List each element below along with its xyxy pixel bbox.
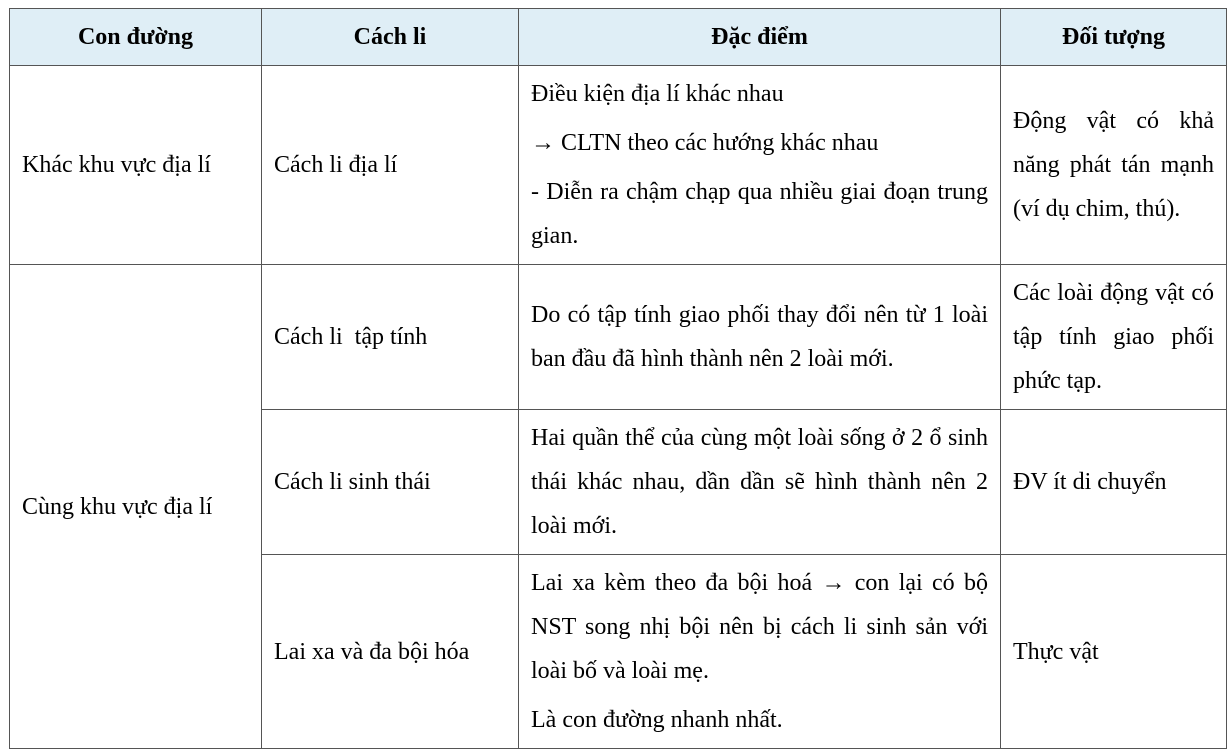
dac-diem-line: Lai xa kèm theo đa bội hoá → con lại có bộ NST song nhị bội nên bị cách li sinh sản với loài bố và loài mẹ. (531, 570, 988, 684)
dac-diem-cell (519, 66, 1001, 265)
dac-diem-cell (519, 555, 1001, 749)
speciation-table (9, 8, 1227, 749)
dac-diem-line: - Diễn ra chậm chạp qua nhiều giai đoạn trung gian. (531, 179, 988, 249)
table-row (10, 66, 1227, 265)
dac-diem-line: Hai quần thể của cùng một loài sống ở 2 ổ sinh thái khác nhau, dần dần sẽ hình thành nên 2 loài mới. (531, 425, 988, 539)
doi-tuong-cell: ĐV ít di chuyển (1001, 410, 1227, 555)
dac-diem-cell (519, 265, 1001, 410)
con-duong-cell: Khác khu vực địa lí (10, 66, 262, 265)
con-duong-cell: Cùng khu vực địa lí (10, 265, 262, 749)
header-row (10, 9, 1227, 66)
cach-li-cell: Cách li tập tính (262, 265, 519, 410)
cach-li-cell: Cách li sinh thái (262, 410, 519, 555)
dac-diem-cell (519, 410, 1001, 555)
cach-li-cell: Lai xa và đa bội hóa (262, 555, 519, 749)
cach-li-cell: Cách li địa lí (262, 66, 519, 265)
header-dac-diem: Đặc điểm (519, 9, 1001, 66)
dac-diem-line: Do có tập tính giao phối thay đổi nên từ 1 loài ban đầu đã hình thành nên 2 loài mới. (531, 302, 988, 372)
header-doi-tuong: Đối tượng (1001, 9, 1227, 66)
table-row (10, 265, 1227, 410)
doi-tuong-cell: Thực vật (1001, 555, 1227, 749)
dac-diem-line: Là con đường nhanh nhất. (531, 707, 783, 733)
dac-diem-line: Điều kiện địa lí khác nhau (531, 81, 784, 107)
dac-diem-line: → CLTN theo các hướng khác nhau (531, 130, 879, 156)
header-con-duong: Con đường (10, 9, 262, 66)
doi-tuong-cell: Các loài động vật có tập tính giao phối phức tạp. (1001, 265, 1227, 410)
header-cach-li: Cách li (262, 9, 519, 66)
doi-tuong-cell: Động vật có khả năng phát tán mạnh (ví dụ chim, thú). (1001, 66, 1227, 265)
